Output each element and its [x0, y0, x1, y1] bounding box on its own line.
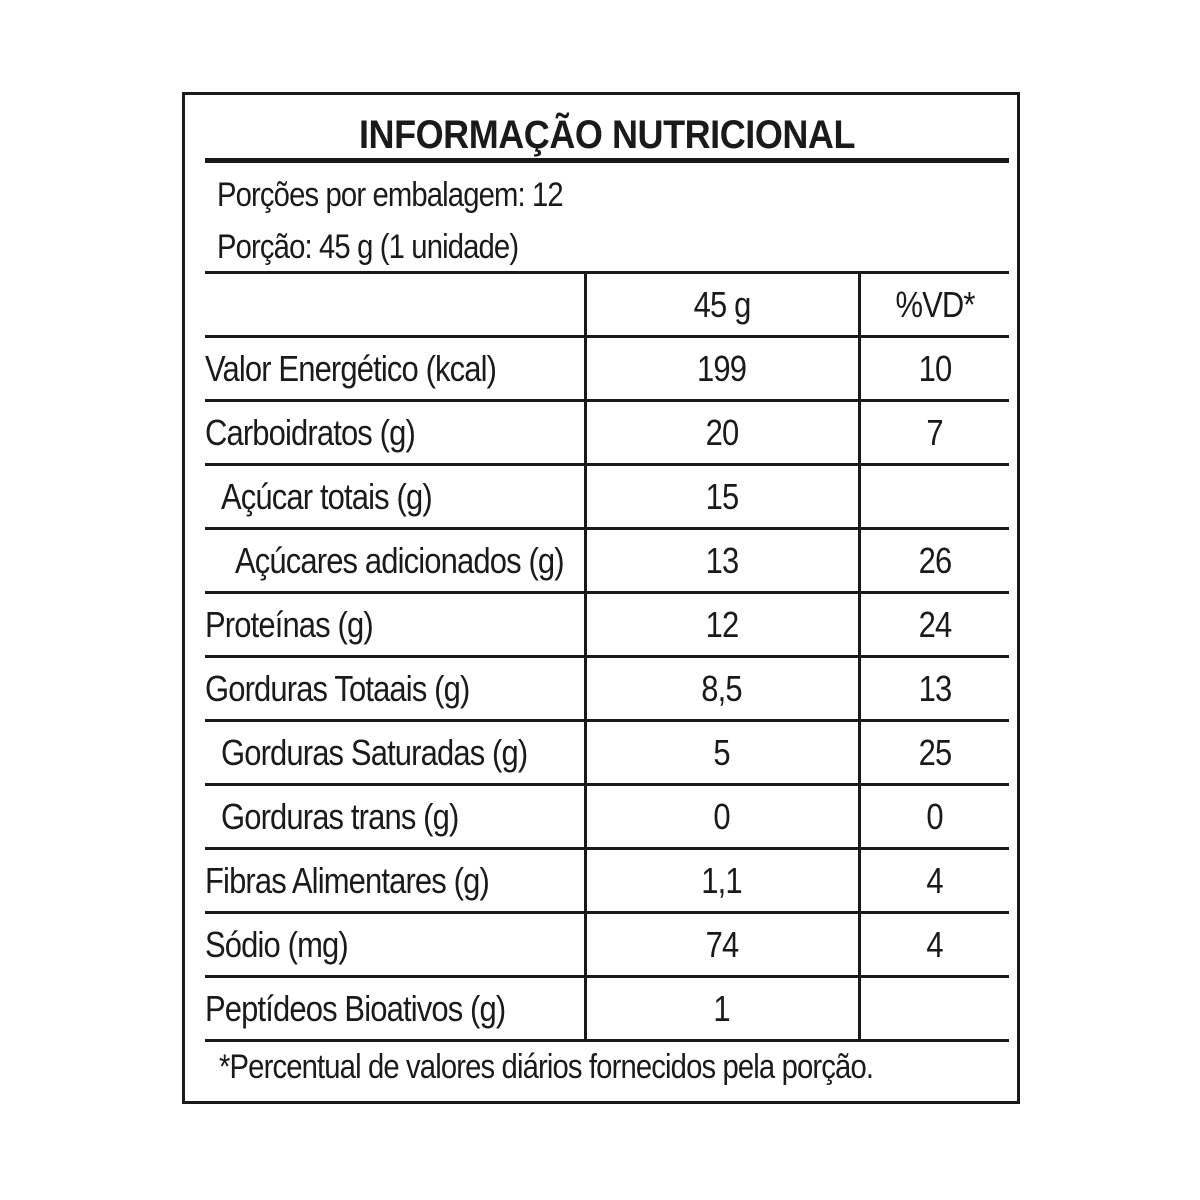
- header-amount: 45 g: [585, 273, 859, 337]
- table-row: [205, 529, 1009, 593]
- nutrition-table: [205, 271, 1009, 1042]
- nutrient-amount: 12: [585, 593, 859, 657]
- table-row: [205, 721, 1009, 785]
- nutrient-daily-value: 24: [859, 593, 1009, 657]
- nutrient-daily-value: 4: [859, 849, 1009, 913]
- nutrient-name: Carboidratos (g): [205, 401, 585, 465]
- nutrient-amount: 1: [585, 977, 859, 1041]
- table-row: [205, 657, 1009, 721]
- nutrient-name: Sódio (mg): [205, 913, 585, 977]
- nutrient-daily-value: [859, 977, 1009, 1041]
- nutrient-daily-value: [859, 465, 1009, 529]
- nutrient-daily-value: 7: [859, 401, 1009, 465]
- nutrient-name: Açúcar totais (g): [205, 465, 585, 529]
- serving-size: Porção: 45 g (1 unidade): [217, 228, 519, 266]
- table-row: [205, 465, 1009, 529]
- nutrient-daily-value: 26: [859, 529, 1009, 593]
- table-row: [205, 593, 1009, 657]
- nutrient-amount: 5: [585, 721, 859, 785]
- nutrient-daily-value: 10: [859, 337, 1009, 401]
- nutrient-name: Açúcares adicionados (g): [205, 529, 585, 593]
- table-row: [205, 977, 1009, 1041]
- nutrient-name: Gorduras Totaais (g): [205, 657, 585, 721]
- table-row: [205, 913, 1009, 977]
- daily-value-footnote: *Percentual de valores diários fornecidos pela porção.: [219, 1048, 874, 1086]
- servings-per-package: Porções por embalagem: 12: [217, 176, 563, 214]
- nutrient-amount: 15: [585, 465, 859, 529]
- table-row: [205, 337, 1009, 401]
- nutrient-name: Peptídeos Bioativos (g): [205, 977, 585, 1041]
- nutrition-facts-label: [182, 92, 1020, 1104]
- table-row: [205, 401, 1009, 465]
- nutrient-daily-value: 25: [859, 721, 1009, 785]
- label-content: [205, 95, 1009, 1101]
- nutrient-daily-value: 4: [859, 913, 1009, 977]
- header-nutrient: [205, 273, 585, 337]
- title-divider: [205, 158, 1009, 163]
- header-daily-value: %VD*: [859, 273, 1009, 337]
- nutrient-name: Proteínas (g): [205, 593, 585, 657]
- nutrient-amount: 74: [585, 913, 859, 977]
- nutrient-amount: 13: [585, 529, 859, 593]
- nutrient-amount: 20: [585, 401, 859, 465]
- table-row: [205, 785, 1009, 849]
- nutrient-amount: 199: [585, 337, 859, 401]
- nutrient-name: Gorduras trans (g): [205, 785, 585, 849]
- nutrient-name: Valor Energético (kcal): [205, 337, 585, 401]
- table-header-row: [205, 273, 1009, 337]
- table-row: [205, 849, 1009, 913]
- nutrient-daily-value: 0: [859, 785, 1009, 849]
- nutrient-name: Fibras Alimentares (g): [205, 849, 585, 913]
- nutrient-amount: 8,5: [585, 657, 859, 721]
- label-title: INFORMAÇÃO NUTRICIONAL: [358, 113, 856, 157]
- nutrient-amount: 0: [585, 785, 859, 849]
- nutrient-daily-value: 13: [859, 657, 1009, 721]
- nutrient-name: Gorduras Saturadas (g): [205, 721, 585, 785]
- nutrient-amount: 1,1: [585, 849, 859, 913]
